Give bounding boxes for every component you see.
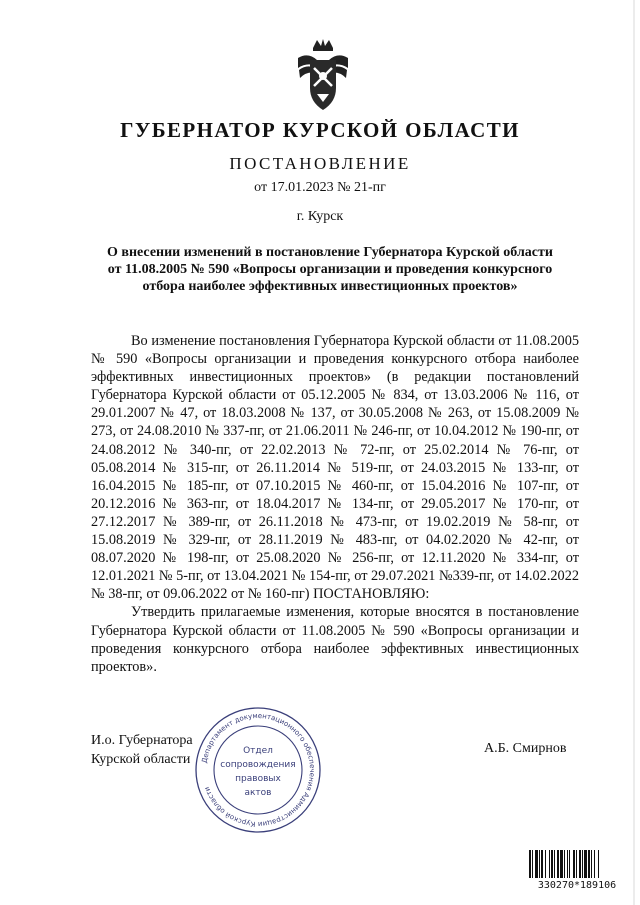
barcode-bar [567,850,568,878]
barcode-bar [535,850,538,878]
barcode-bar [554,850,555,878]
barcode-bar [545,850,546,878]
subject-line: отбора наиболее эффективных инвестиционных проектов» [142,279,518,294]
governor-title: ГУБЕРНАТОР КУРСКОЙ ОБЛАСТИ [120,118,520,142]
document-subject [84,244,576,295]
department-stamp [193,705,323,835]
subject-line: от 11.08.2005 № 590 «Вопросы организации и проведения конкурсного [107,262,553,277]
barcode-number: 330270*189106 [537,880,617,891]
body-paragraph-preamble: Во изменение постановления Губернатора Курской области от 11.08.2005 № 590 «Вопросы организации и проведения конкурсного отбора наиболее эффективных инвестиционных проектов» (в редакции постановлений Губернатора Курской области от 05.12.2005 № 834, от 13.03.2006 № 116, от 29.01.2007 № 47, от 18.03.2008 № 137, от 30.05.2008 № 263, от 15.08.2009 № 273, от 24.08.2010 № 337-пг, от 21.06.2011 № 246-пг, от 10.04.2012 № 190-пг, от 24.08.2012 № 340-пг, от 22.02.2013 № 72-пг, от 25.02.2014 № 76-пг, от 05.08.2014 № 315-пг, от 26.11.2014 № 519-пг, от 24.03.2015 № 133-пг, от 16.04.2015 № 185-пг, от 07.10.2015 № 460-пг, от 15.04.2016 № 107-пг, от 20.12.2016 № 363-пг, от 18.04.2017 № 134-пг, от 29.05.2017 № 170-пг, от 27.12.2017 № 389-пг, от 26.11.2018 № 473-пг, от 19.02.2019 № 58-пг, от 15.08.2019 № 329-пг, от 28.11.2019 № 483-пг, от 04.02.2020 № 42-пг, от 08.07.2020 № 198-пг, от 25.08.2020 № 256-пг, от 12.11.2020 № 334-пг, от 12.01.2021 № 5-пг, от 13.04.2021 № 154-пг, от 29.07.2021 №339-пг, от 14.02.2022 № 38-пг, от 09.06.2022 от № 160-пг) ПОСТАНОВЛЯЮ: [91,333,579,603]
barcode-bar [560,850,563,878]
stamp-line: правовых [235,774,281,784]
signatory-name: А.Б. Смирнов [484,741,567,756]
document-city: г. Курск [296,209,344,224]
subject-line: О внесении изменений в постановление Губернатора Курской области [107,245,553,260]
barcode-bar [573,850,575,878]
barcode-bar [541,850,543,878]
barcode-bar [591,850,592,878]
document-type: ПОСТАНОВЛЕНИЕ [229,154,411,173]
document-body [91,332,579,676]
barcode-bar [532,850,533,878]
stamp-line: сопровождения [220,760,296,770]
barcode-bar [576,850,577,878]
barcode-bar [539,850,540,878]
barcode-bar [594,850,595,878]
position-line: Курской области [91,752,191,767]
barcode-bar [569,850,570,878]
barcode-bar [564,850,565,878]
scan-edge [628,0,640,905]
barcode-icon [529,850,625,878]
position-line: И.о. Губернатора [91,733,193,748]
barcode-bar [588,850,590,878]
stamp-line: Отдел [243,746,273,756]
barcode-bar [529,850,531,878]
barcode-bar [582,850,583,878]
stamp-line: актов [244,788,272,798]
barcode-bar [551,850,553,878]
stamp-ring-text: Департамент документационного обеспечения Администрации Курской области [200,711,317,829]
body-paragraph-decision: Утвердить прилагаемые изменения, которые вносятся в постановление Губернатора Курской области от 11.08.2005 № 590 «Вопросы организации и проведения конкурсного отбора наиболее эффективных инвестиционных проектов». [91,604,579,675]
document-date-number: от 17.01.2023 № 21-пг [254,180,386,195]
barcode-bar [584,850,587,878]
barcode-bar [549,850,550,878]
barcode-bar [557,850,559,878]
barcode-bar [598,850,599,878]
barcode-bar [579,850,581,878]
coat-of-arms-icon [293,38,353,118]
